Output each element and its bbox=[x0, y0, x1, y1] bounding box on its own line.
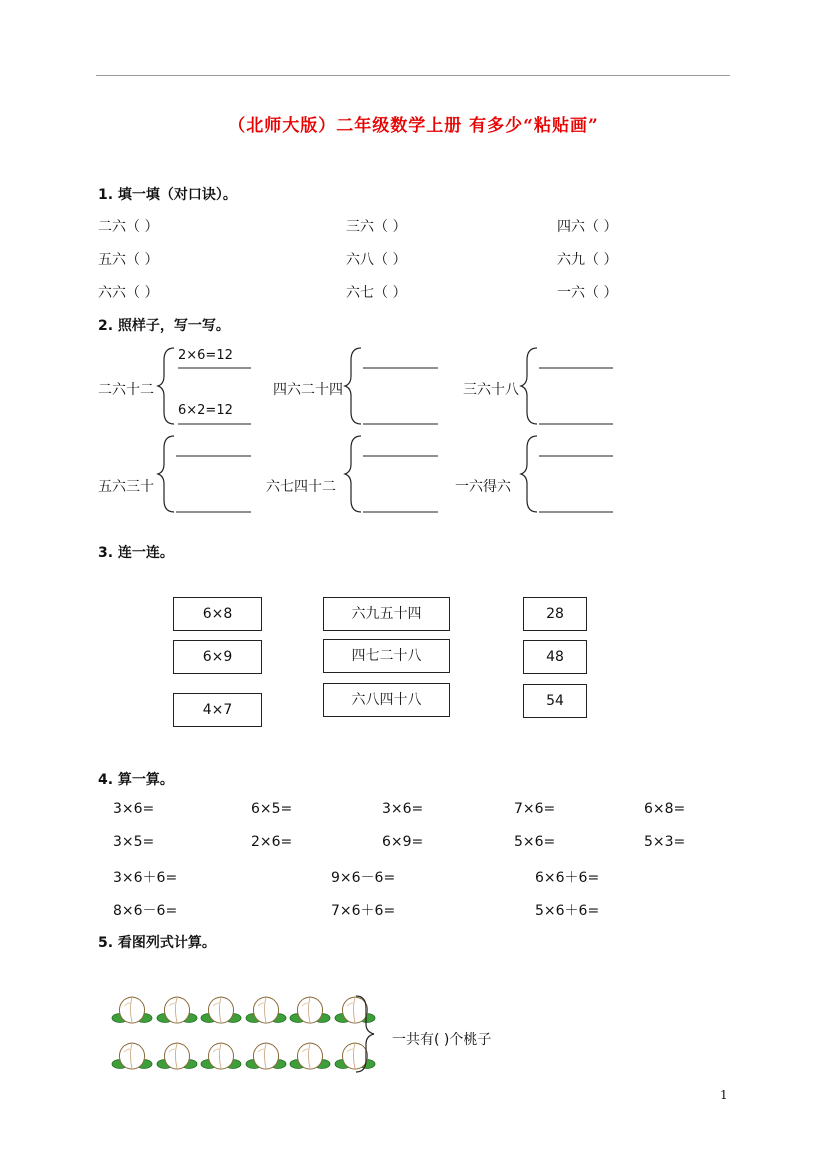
example-bottom: 6×2=12 bbox=[178, 403, 233, 418]
match-right-box[interactable]: 48 bbox=[523, 640, 587, 674]
peach-icon bbox=[290, 994, 330, 1026]
match-middle-box[interactable]: 六九五十四 bbox=[323, 597, 450, 631]
brace-label: 三六十八 bbox=[463, 382, 519, 398]
brace-label: 五六三十 bbox=[98, 479, 154, 495]
match-middle-box[interactable]: 四七二十八 bbox=[323, 639, 450, 673]
section-2-heading: 2. 照样子，写一写。 bbox=[98, 318, 230, 334]
calc-item: 7×6= bbox=[514, 801, 556, 817]
calc-item: 3×5= bbox=[113, 834, 155, 850]
section-5-heading: 5. 看图列式计算。 bbox=[98, 935, 216, 951]
calc-item: 9×6－6= bbox=[331, 870, 396, 886]
peach-icon bbox=[112, 994, 152, 1026]
match-middle-box[interactable]: 六八四十八 bbox=[323, 683, 450, 717]
peach-icon bbox=[201, 994, 241, 1026]
answer-blank: 一共有( )个桃子 bbox=[392, 1032, 492, 1048]
header-rule bbox=[96, 75, 730, 76]
calc-item: 3×6＋6= bbox=[113, 870, 178, 886]
fill-item: 六九（ ） bbox=[557, 252, 618, 268]
brace-icon bbox=[521, 346, 617, 426]
page-number: 1 bbox=[720, 1088, 728, 1102]
peach-icon bbox=[157, 1040, 197, 1072]
fill-item: 六七（ ） bbox=[346, 285, 407, 301]
calc-item: 6×8= bbox=[644, 801, 686, 817]
calc-item: 8×6－6= bbox=[113, 903, 178, 919]
brace-label: 一六得六 bbox=[455, 479, 511, 495]
fill-item: 五六（ ） bbox=[98, 252, 159, 268]
brace-right-icon bbox=[356, 994, 380, 1074]
brace-label: 四六二十四 bbox=[273, 382, 343, 398]
section-3-heading: 3. 连一连。 bbox=[98, 545, 174, 561]
calc-item: 3×6= bbox=[113, 801, 155, 817]
brace-label: 六七四十二 bbox=[266, 479, 336, 495]
example-top: 2×6=12 bbox=[178, 348, 233, 363]
calc-item: 7×6＋6= bbox=[331, 903, 396, 919]
match-right-box[interactable]: 28 bbox=[523, 597, 587, 631]
fill-item: 六六（ ） bbox=[98, 285, 159, 301]
calc-item: 6×9= bbox=[382, 834, 424, 850]
page-title: （北师大版）二年级数学上册 有多少“粘贴画” bbox=[228, 116, 599, 136]
peach-icon bbox=[290, 1040, 330, 1072]
brace-icon bbox=[345, 346, 441, 426]
calc-item: 3×6= bbox=[382, 801, 424, 817]
section-1-heading: 1. 填一填（对口诀）。 bbox=[98, 187, 237, 203]
calc-item: 2×6= bbox=[251, 834, 293, 850]
brace-icon bbox=[521, 434, 617, 514]
fill-item: 四六（ ） bbox=[557, 219, 618, 235]
calc-item: 6×6＋6= bbox=[535, 870, 600, 886]
match-left-box[interactable]: 6×8 bbox=[173, 597, 262, 631]
peach-icon bbox=[201, 1040, 241, 1072]
fill-item: 三六（ ） bbox=[346, 219, 407, 235]
peach-icon bbox=[246, 1040, 286, 1072]
fill-item: 二六（ ） bbox=[98, 219, 159, 235]
section-4-heading: 4. 算一算。 bbox=[98, 772, 174, 788]
calc-item: 5×3= bbox=[644, 834, 686, 850]
peach-icon bbox=[112, 1040, 152, 1072]
match-left-box[interactable]: 6×9 bbox=[173, 640, 262, 674]
peach-icon bbox=[157, 994, 197, 1026]
calc-item: 5×6＋6= bbox=[535, 903, 600, 919]
brace-icon bbox=[158, 434, 254, 514]
fill-item: 六八（ ） bbox=[346, 252, 407, 268]
fill-item: 一六（ ） bbox=[557, 285, 618, 301]
brace-icon bbox=[345, 434, 441, 514]
calc-item: 5×6= bbox=[514, 834, 556, 850]
match-right-box[interactable]: 54 bbox=[523, 684, 587, 718]
peach-icon bbox=[246, 994, 286, 1026]
calc-item: 6×5= bbox=[251, 801, 293, 817]
match-left-box[interactable]: 4×7 bbox=[173, 693, 262, 727]
brace-label: 二六十二 bbox=[98, 382, 154, 398]
